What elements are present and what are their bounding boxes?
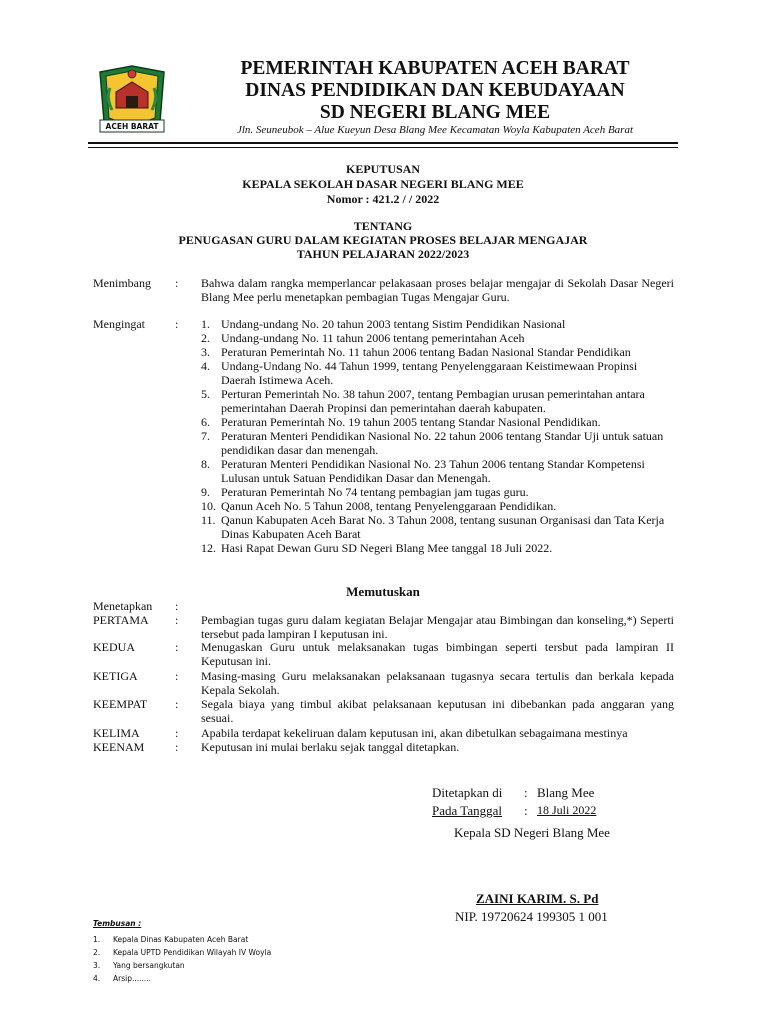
tembusan-item: Arsip........	[113, 974, 152, 983]
menimbang-colon: :	[175, 276, 179, 290]
signatory-position: Kepala SD Negeri Blang Mee	[454, 825, 610, 840]
signatory-name: ZAINI KARIM. S. Pd	[476, 891, 599, 906]
decision-colon: :	[175, 740, 179, 754]
mengingat-item: Undang-undang No. 11 tahun 2006 tentang pemerintahan Aceh	[221, 331, 525, 345]
mengingat-label: Mengingat	[93, 317, 145, 331]
mengingat-item: Undang-undang No. 20 tahun 2003 tentang Sistim Pendidikan Nasional	[221, 317, 566, 331]
ditetapkan-place: Blang Mee	[537, 785, 595, 800]
letterhead-government: PEMERINTAH KABUPATEN ACEH BARAT	[240, 58, 630, 79]
mengingat-item-number: 11.	[201, 513, 216, 527]
mengingat-item: Qanun Aceh No. 5 Tahun 2008, tentang Penyelenggaraan Pendidikan.	[221, 499, 557, 513]
aceh-barat-logo	[94, 64, 170, 136]
logo-caption: ACEH BARAT	[105, 122, 159, 131]
mengingat-item: Peraturan Menteri Pendidikan Nasional No. 22 tahun 2006 tentang Standar Uji untuk satuan pendidikan dasar dan menengah.	[221, 429, 664, 457]
decision-text: Keputusan ini mulai berlaku sejak tanggal ditetapkan.	[201, 740, 460, 754]
decision-text: Masing-masing Guru melaksanakan pelaksanaan tugasnya secara tertulis dan berkala kepada Kepala Sekolah.	[201, 669, 674, 697]
decision-label: KEENAM	[93, 740, 145, 754]
memutuskan-heading: Memutuskan	[346, 584, 420, 599]
mengingat-item-number: 12.	[201, 541, 216, 555]
tanggal-value: 18 Juli 2022	[537, 803, 597, 817]
decision-colon: :	[175, 613, 179, 627]
mengingat-item: Peraturan Menteri Pendidikan Nasional No. 23 Tahun 2006 tentang Standar Kompetensi Lulusan untuk Satuan Pendidikan Dasar dan Menengah.	[221, 457, 645, 485]
mengingat-item-number: 3.	[201, 345, 210, 359]
mengingat-item: Perturan Pemerintah No. 38 tahun 2007, tentang Pembagian urusan pemerintahan antara pemerintahan Daerah Propinsi dan pemerintahan daerah kabupaten.	[221, 387, 645, 415]
tembusan-number: 4.	[93, 974, 101, 983]
signatory-nip: NIP. 19720624 199305 1 001	[455, 909, 608, 924]
menimbang-text: Bahwa dalam rangka memperlancar pelakasaan proses belajar mengajar di Sekolah Dasar Negeri Blang Mee perlu menetapkan pembagian Tugas Mengajar Guru.	[201, 276, 674, 304]
decision-text: Menugaskan Guru untuk melaksanakan tugas bimbingan seperti tersbut pada lampiran II Keputusan ini.	[201, 640, 674, 668]
decision-colon: :	[175, 599, 179, 613]
mengingat-item: Peraturan Pemerintah No 74 tentang pembagian jam tugas guru.	[221, 485, 529, 499]
mengingat-item-number: 5.	[201, 387, 210, 401]
mengingat-item-number: 4.	[201, 359, 210, 373]
tanggal-label: Pada Tanggal	[432, 803, 502, 818]
doc-subject-line2: TAHUN PELAJARAN 2022/2023	[296, 247, 470, 261]
decision-colon: :	[175, 669, 179, 683]
decision-text: Pembagian tugas guru dalam kegiatan Belajar Mengajar atau Bimbingan dan konseling,*) Seperti tersebut pada lampiran I keputusan ini.	[201, 613, 674, 641]
decision-label: Menetapkan	[93, 599, 153, 613]
decision-text: Segala biaya yang timbul akibat pelaksanaan keputusan ini dibebankan pada anggaran yang sesuai.	[201, 697, 674, 725]
ditetapkan-colon: :	[524, 785, 528, 800]
decision-text: Apabila terdapat kekeliruan dalam keputusan ini, akan dibetulkan sebagaimana mestinya	[201, 726, 628, 740]
tembusan-item: Yang bersangkutan	[113, 961, 185, 970]
decision-label: KELIMA	[93, 726, 140, 740]
decision-label: KEEMPAT	[93, 697, 148, 711]
mengingat-item: Peraturan Pemerintah No. 11 tahun 2006 tentang Badan Nasional Standar Pendidikan	[221, 345, 631, 359]
tembusan-number: 3.	[93, 961, 101, 970]
menimbang-label: Menimbang	[93, 276, 151, 290]
mengingat-colon: :	[175, 317, 179, 331]
mengingat-item: Qanun Kabupaten Aceh Barat No. 3 Tahun 2008, tentang susunan Organisasi dan Tata Kerja Dinas Kabupaten Aceh Barat	[221, 513, 665, 541]
mengingat-item-number: 7.	[201, 429, 210, 443]
decision-label: KETIGA	[93, 669, 138, 683]
tanggal-colon: :	[524, 803, 528, 818]
mengingat-item-number: 2.	[201, 331, 210, 345]
tembusan-number: 1.	[93, 935, 101, 944]
tembusan-item: Kepala UPTD Pendidikan Wilayah IV Woyla	[113, 948, 272, 957]
mengingat-item: Undang-Undang No. 44 Tahun 1999, tentang Penyelenggaraan Keistimewaan Propinsi Daerah Istimewa Aceh.	[221, 359, 638, 387]
doc-type: KEPUTUSAN	[345, 162, 420, 176]
mengingat-item-number: 1.	[201, 317, 210, 331]
decision-label: KEDUA	[93, 640, 135, 654]
letterhead-rule-thick	[88, 142, 678, 144]
doc-tentang: TENTANG	[353, 219, 413, 233]
mengingat-item-number: 10.	[201, 499, 216, 513]
letterhead-address: Jln. Seuneubok – Alue Kueyun Desa Blang Mee Kecamatan Woyla Kabupaten Aceh Barat	[236, 124, 634, 136]
tembusan-title: Tembusan :	[93, 919, 142, 928]
ditetapkan-label: Ditetapkan di	[432, 785, 503, 800]
decision-label: PERTAMA	[93, 613, 149, 627]
tembusan-number: 2.	[93, 948, 101, 957]
letterhead-agency: DINAS PENDIDIKAN DAN KEBUDAYAAN	[245, 80, 625, 101]
letterhead-rule-thin	[88, 147, 678, 148]
mengingat-item: Peraturan Pemerintah No. 19 tahun 2005 tentang Standar Nasional Pendidikan.	[221, 415, 601, 429]
mengingat-item-number: 8.	[201, 457, 210, 471]
tembusan-item: Kepala Dinas Kabupaten Aceh Barat	[113, 935, 249, 944]
decision-colon: :	[175, 726, 179, 740]
mengingat-item: Hasi Rapat Dewan Guru SD Negeri Blang Mee tanggal 18 Juli 2022.	[221, 541, 553, 555]
doc-number: Nomor : 421.2 / / 2022	[326, 192, 440, 206]
decision-colon: :	[175, 640, 179, 654]
mengingat-item-number: 9.	[201, 485, 210, 499]
letterhead-school: SD NEGERI BLANG MEE	[319, 102, 551, 123]
decision-colon: :	[175, 697, 179, 711]
doc-issuer: KEPALA SEKOLAH DASAR NEGERI BLANG MEE	[242, 177, 524, 191]
doc-subject-line1: PENUGASAN GURU DALAM KEGIATAN PROSES BELAJAR MENGAJAR	[178, 233, 588, 247]
mengingat-item-number: 6.	[201, 415, 210, 429]
